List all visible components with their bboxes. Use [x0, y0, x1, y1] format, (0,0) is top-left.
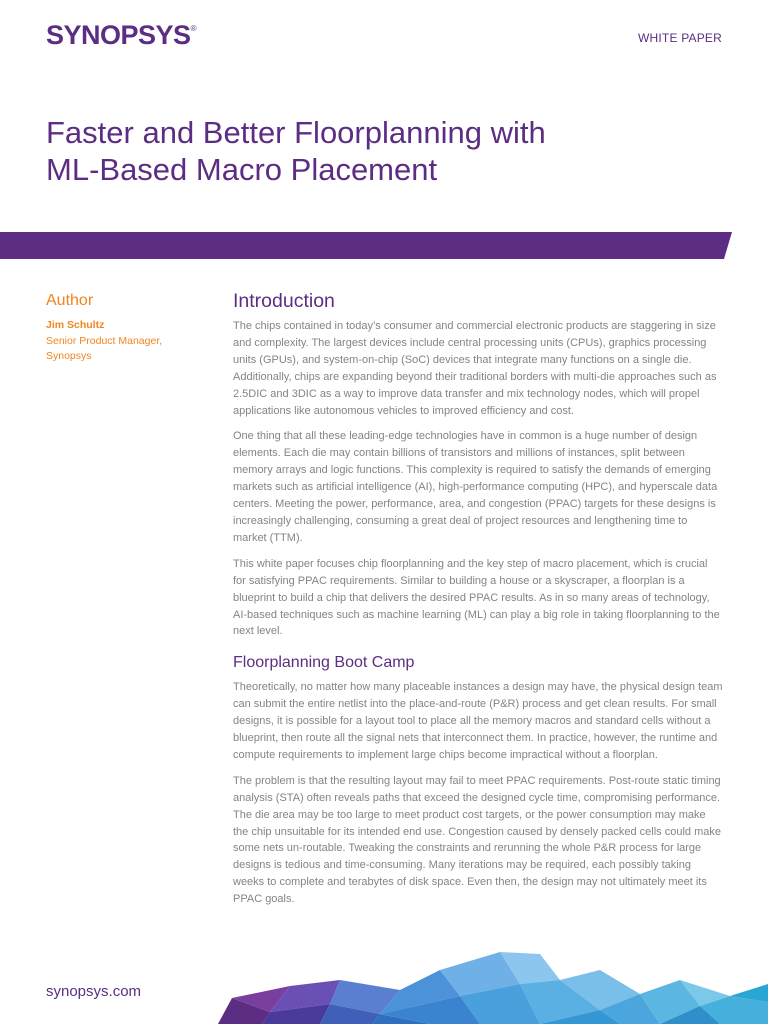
document-type-label: WHITE PAPER	[638, 31, 722, 45]
title-divider-band	[0, 232, 732, 259]
brand-wordmark: SYNOPSYS	[46, 20, 191, 50]
author-heading: Author	[46, 292, 94, 309]
paragraph: The chips contained in today’s consumer and commercial electronic products are staggering in size and complexity. The largest devices include central processing units (CPUs), graphics processing units (GPUs), and system-on-chip (SoC) devices that integrate many functions on a single die. Additionally, chips are expanding beyond their traditional borders with multi-die approaches such as 2.5DIC and 3DIC as a way to improve data transfer and mix technology nodes, which will propel applications like autonomous vehicles to improved efficiency and cost.	[233, 320, 717, 417]
synopsys-logo[interactable]	[46, 20, 196, 51]
section-heading-boot-camp: Floorplanning Boot Camp	[233, 654, 415, 672]
article-body	[233, 289, 723, 917]
author-name: Jim Schultz	[46, 319, 105, 331]
section-heading-introduction: Introduction	[233, 290, 335, 312]
paragraph: The problem is that the resulting layout may fail to meet PPAC requirements. Post-route static timing analysis (STA) often reveals paths that exceed the designed cycle time, compromising performance. The die area may be too large to meet product cost targets, or the power consumption may make the chip unsuitable for its intended end use. Congestion caused by densely packed cells could make some nets un-routable. Tweaking the constraints and rerunning the whole P&R process for large designs is tedious and time-consuming. Many iterations may be required, each possibly taking weeks to complete and terabytes of disk space. Even then, the design may not ultimately meet its PPAC goals.	[233, 774, 721, 906]
paragraph: One thing that all these leading-edge technologies have in common is a huge number of design elements. Each die may contain billions of transistors and millions of instances, split between memory arrays and logic functions. This complexity is required to satisfy the demands of emerging markets such as artificial intelligence (AI), high-performance computing (HPC), and hyperscale data centers. Meeting the power, performance, area, and congestion (PPAC) targets for these designs is increasingly challenging, consuming a great deal of project resources and lengthening time to market (TTM).	[233, 430, 718, 544]
title-line-1: Faster and Better Floorplanning with	[46, 115, 546, 150]
title-line-2: ML-Based Macro Placement	[46, 152, 438, 187]
registered-mark: ®	[190, 24, 196, 33]
paragraph: Theoretically, no matter how many placeable instances a design may have, the physical design team can submit the entire netlist into the place-and-route (P&R) process and get clean results. For small designs, it is possible for a layout tool to place all the memory macros and standard cells without a blueprint, then route all the signal nets that interconnect them. In practice, however, the runtime and compute requirements to implement large chips become impractical without a floorplan.	[233, 681, 723, 761]
author-role	[46, 334, 196, 363]
paragraph: This white paper focuses chip floorplanning and the key step of macro placement, which is crucial for satisfying PPAC requirements. Similar to building a house or a skyscraper, a floorplan is a blueprint to build a chip that delivers the desired PPAC results. As in so many areas of technology, AI-based techniques such as machine learning (ML) can play a big role in taking floorplanning to the next level.	[233, 557, 720, 638]
author-role-line-2: Synopsys	[46, 349, 92, 362]
document-title	[46, 114, 666, 188]
website-link[interactable]: synopsys.com	[46, 983, 142, 1000]
author-role-line-1: Senior Product Manager,	[46, 335, 163, 347]
footer-polygon-art	[0, 940, 768, 1024]
